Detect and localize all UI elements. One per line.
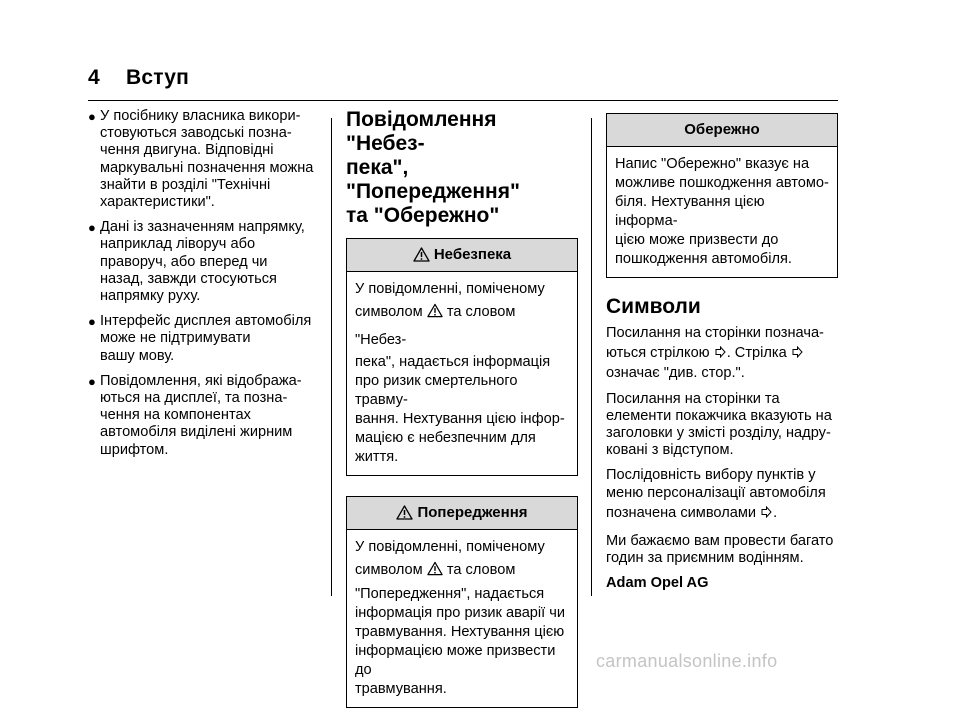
warning-box-body: У повідомленні, поміченому символом та словом "Попередження", надається інформація про ризик аварії чи травмування. Нехтування цією інформацією може призвести до травмування. (355, 539, 566, 697)
warning-box-header (347, 497, 577, 530)
danger-box-title: Небезпека (433, 246, 512, 263)
bullet-item: ● Дані із зазначенням напрямку, наприклад ліворуч або праворуч, або вперед чи назад, завжди стосуються напрямку руху. (88, 219, 305, 305)
symbols-paragraph-2: Посилання на сторінки та елементи покажчика вказують на заголовки у змісті розділу, надру- ковані з відступом. (606, 390, 832, 459)
page-title: Вступ (126, 66, 190, 89)
caution-box-body: Напис "Обережно" вказує на можливе пошкодження автомо- біля. Нехтування цією інформа- цією може призвести до пошкодження автомобіля. (615, 156, 829, 267)
warnings-section-title: Повідомлення "Небез- пека", "Попередження" та "Обережно" (346, 108, 520, 227)
warning-triangle-icon (427, 559, 443, 585)
symbols-paragraph-3: Послідовність вибору пунктів у меню персоналізації автомобіля позначена символами . (606, 467, 838, 524)
signature: Adam Opel AG (606, 575, 709, 592)
caution-box-header: Обережно (607, 114, 837, 147)
warning-box (346, 496, 578, 708)
bullet-item: ● У посібнику власника викори- стовуються заводські позна- чення двигуна. Відповідні маркувальні позначення можна знайти в розділі "Технічні характеристики". (88, 108, 314, 211)
symbols-title: Символи (606, 295, 701, 318)
column-3 (606, 113, 838, 600)
symbols-paragraph-4: Ми бажаємо вам провести багато годин за приємним водінням. (606, 532, 834, 567)
danger-box-header (347, 239, 577, 272)
page-reference-arrow-icon (761, 503, 772, 525)
bullet-icon: ● (88, 220, 96, 236)
page-number: 4 (88, 66, 100, 89)
column-2 (346, 108, 578, 728)
bullet-item: ● Інтерфейс дисплея автомобіля може не підтримувати вашу мову. (88, 313, 312, 364)
warning-triangle-icon (427, 301, 443, 327)
page-header (88, 66, 189, 90)
danger-box-body: У повідомленні, поміченому символом та словом "Небез- пека", надається інформація про ризик смертельного травму- вання. Нехтування цією інфор- мацією є небезпечним для життя. (355, 281, 565, 465)
page-reference-arrow-icon (792, 343, 803, 365)
bullet-icon: ● (88, 373, 96, 389)
danger-box (346, 238, 578, 476)
bullet-icon: ● (88, 109, 96, 124)
bullet-icon: ● (88, 314, 96, 330)
warning-triangle-icon (396, 500, 413, 532)
page-reference-arrow-icon (715, 343, 726, 365)
symbols-paragraph-1: Посилання на сторінки познача- ються стрілкою . Стрілка означає "див. стор.". (606, 325, 824, 382)
watermark: carmanualsonline.info (596, 651, 778, 671)
caution-box (606, 113, 838, 278)
intro-bullet-list (88, 108, 318, 459)
column-divider-1 (331, 118, 332, 596)
column-divider-2 (591, 118, 592, 596)
header-rule (88, 100, 838, 101)
bullet-item: ● Повідомлення, які відобража- ються на дисплеї, та позна- чення на компонентах автомобіля виділені жирним шрифтом. (88, 372, 302, 458)
warning-triangle-icon (413, 242, 430, 274)
column-1 (88, 108, 318, 467)
warning-box-title: Попередження (417, 504, 528, 521)
